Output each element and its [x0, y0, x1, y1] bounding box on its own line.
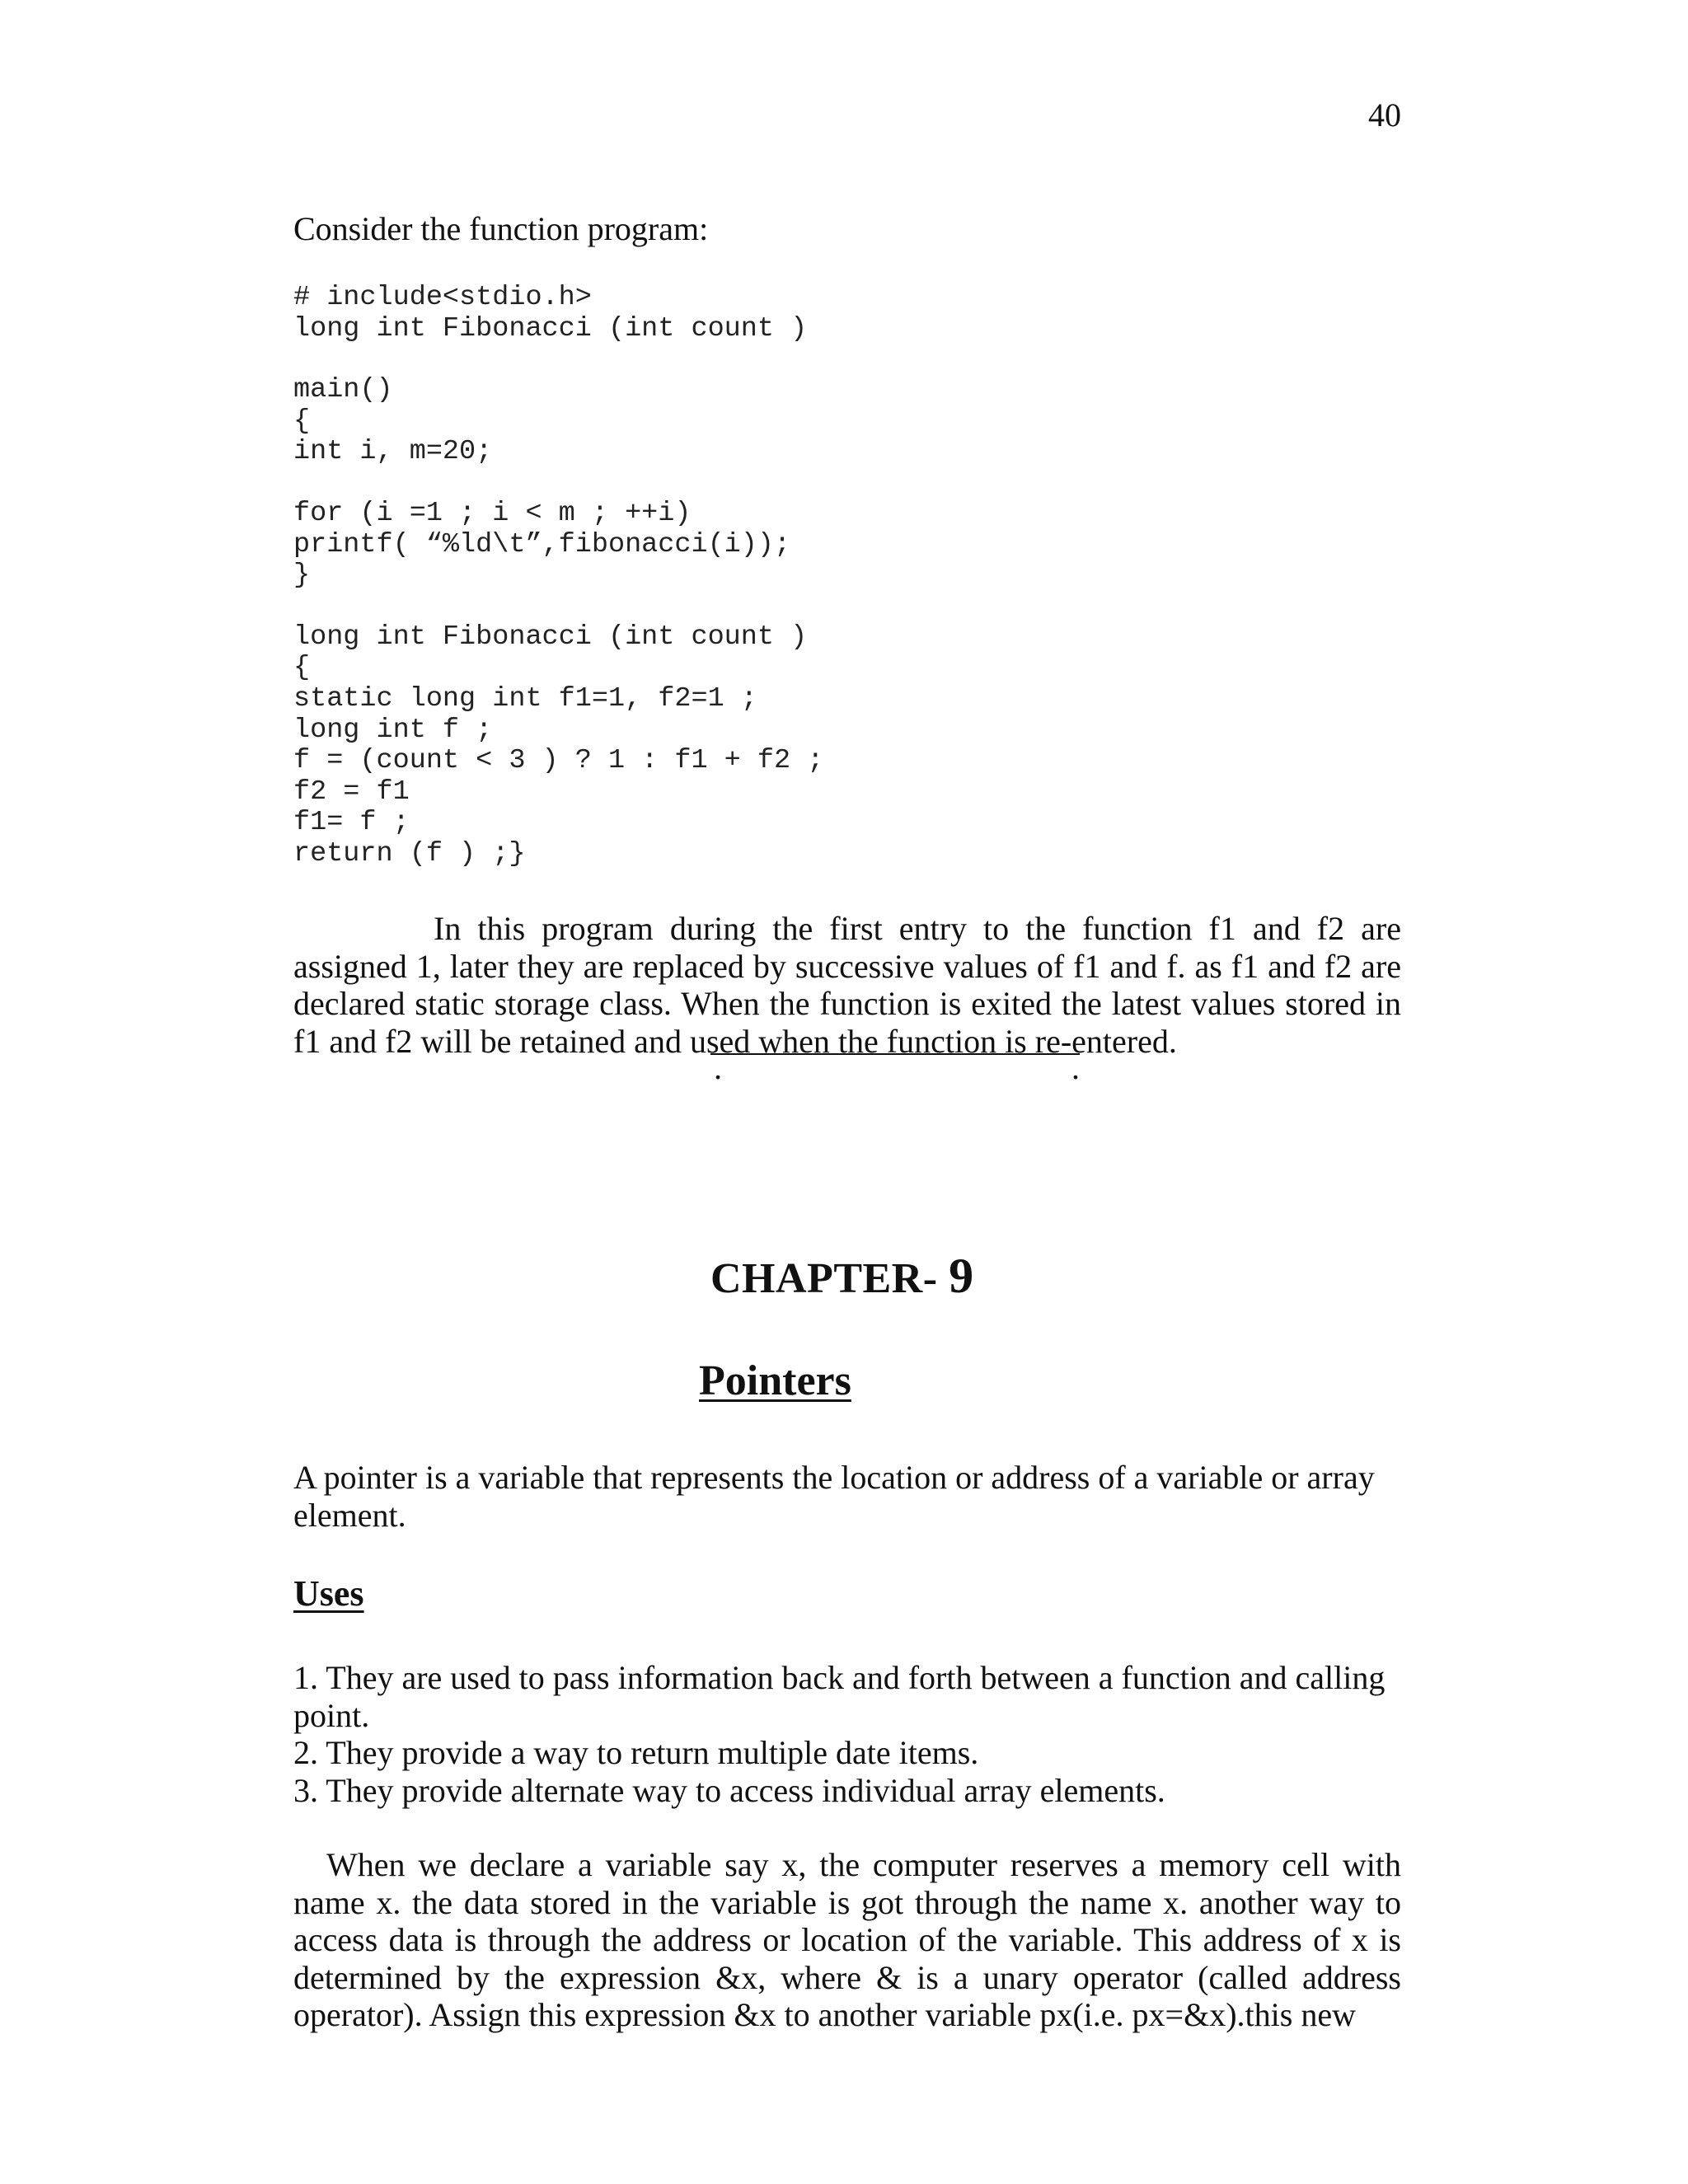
code-line: printf( “%ld\t”,fibonacci(i));: [293, 528, 791, 560]
section-divider: [710, 1053, 1080, 1055]
chapter-heading: [710, 1251, 974, 1304]
code-line: int i, m=20;: [293, 436, 493, 468]
list-item: 1. They are used to pass information back and forth between a function and calling point.: [293, 1659, 1386, 1734]
section-title: Pointers: [699, 1357, 851, 1404]
uses-heading: Uses: [293, 1573, 364, 1614]
code-line: return (f ) ;}: [293, 837, 526, 869]
code-line: # include<stdio.h>: [293, 282, 592, 313]
code-line: long int f ;: [293, 714, 493, 746]
divider-dot-left: .: [714, 1049, 722, 1086]
code-block-loop: [293, 499, 823, 592]
code-line: f = (count < 3 ) ? 1 : f1 + f2 ;: [293, 745, 824, 777]
page-number: 40: [1368, 96, 1401, 134]
code-block-fibonacci: [293, 622, 823, 870]
code-block-main: [293, 375, 823, 468]
code-line: long int Fibonacci (int count ): [293, 312, 808, 344]
code-line: f2 = f1: [293, 776, 410, 808]
code-line: main(): [293, 374, 393, 406]
code-line: {: [293, 405, 311, 437]
definition-paragraph: A pointer is a variable that represents the location or address of a variable or array element.: [293, 1459, 1375, 1534]
list-item: 3. They provide alternate way to access individual array elements.: [293, 1771, 1165, 1809]
code-line: {: [293, 652, 311, 684]
code-line: f1= f ;: [293, 807, 410, 839]
code-line: for (i =1 ; i < m ; ++i): [293, 497, 692, 529]
code-line: }: [293, 560, 311, 592]
code-line: static long int f1=1, f2=1 ;: [293, 682, 757, 715]
divider-dot-right: .: [1071, 1049, 1080, 1086]
code-line: long int Fibonacci (int count ): [293, 621, 808, 653]
code-listing: [293, 283, 823, 870]
chapter-label: CHAPTER-: [710, 1255, 950, 1302]
uses-list: [293, 1659, 1401, 1809]
code-block-includes: [293, 283, 823, 344]
explanation-paragraph: In this program during the first entry to the function f1 and f2 are assigned 1, later they are replaced by successive values of f1 and f. as f1 and f2 are declared static storage class. When the function is exited the latest values stored in f1 and f2 will be retained and used when the function is re-entered.: [293, 910, 1401, 1060]
closing-paragraph: When we declare a variable say x, the computer reserves a memory cell with name x. the data stored in the variable is got through the name x. another way to access data is through the address or location of the variable. This address of x is determined by the expression &x, where & is a unary operator (called address operator). Assign this expression &x to another variable px(i.e. px=&x).this new: [293, 1846, 1401, 2033]
chapter-number: 9: [949, 1249, 974, 1303]
list-item: 2. They provide a way to return multiple date items.: [293, 1734, 979, 1771]
intro-text: Consider the function program:: [293, 210, 709, 247]
